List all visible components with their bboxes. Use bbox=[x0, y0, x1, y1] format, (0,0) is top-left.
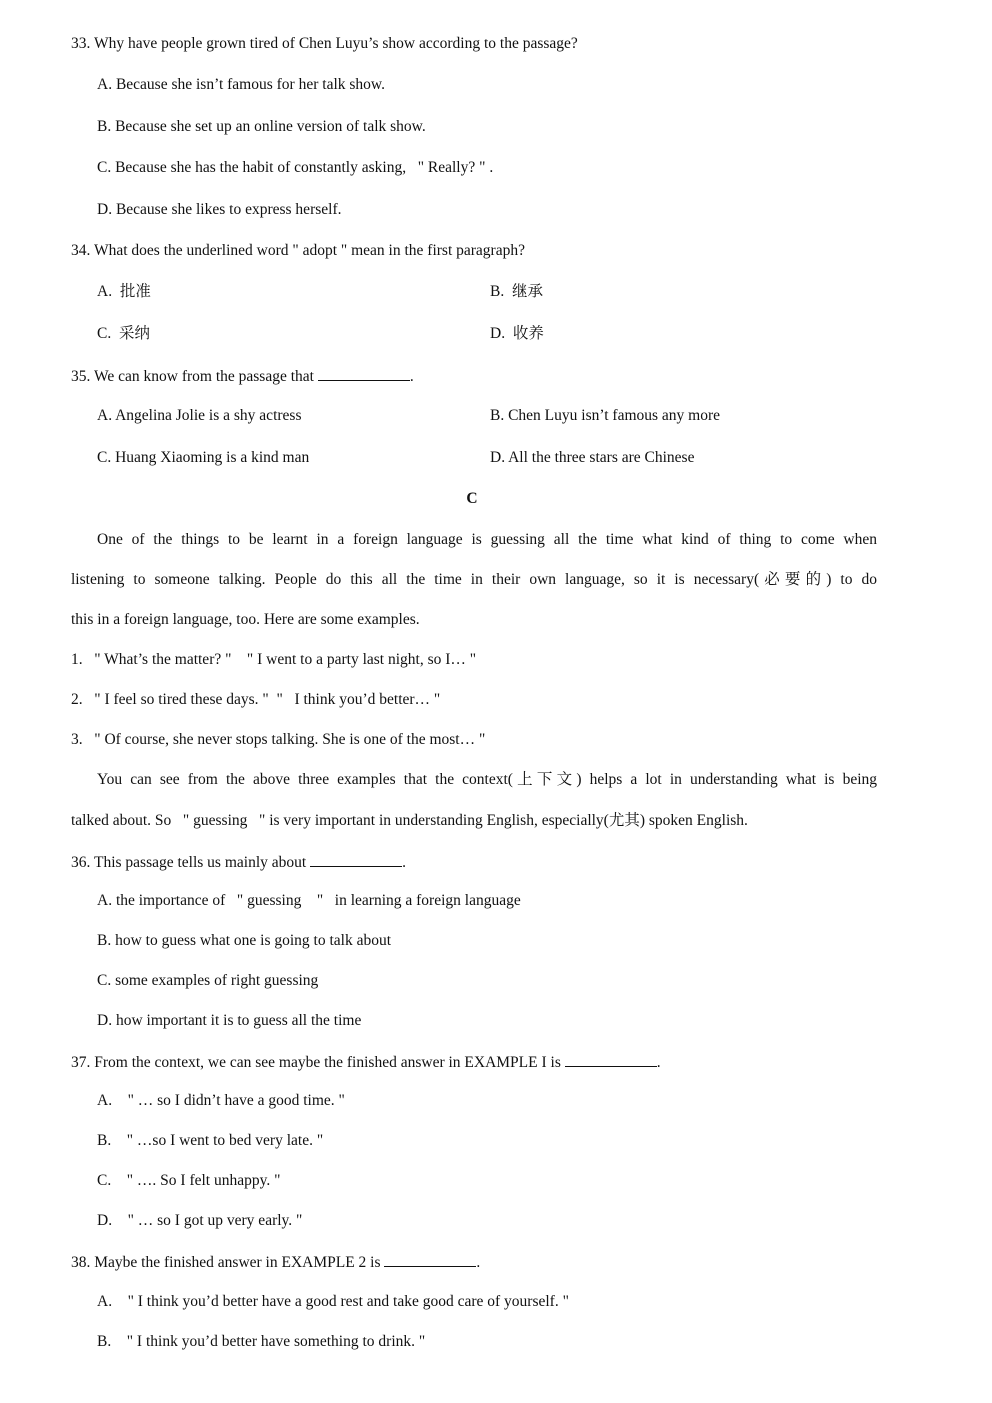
option-a: A. the importance of " guessing " in learning a foreign language bbox=[97, 892, 521, 909]
option-a: A. " I think you’d better have a good rest and take good care of yourself. " bbox=[97, 1293, 569, 1310]
paragraph-line: One of the things to be learnt in a foreign language is guessing all the time what kind of thing to come when bbox=[97, 531, 877, 548]
option-a: A. 批准 bbox=[97, 283, 151, 300]
option-d: D. 收养 bbox=[490, 325, 544, 342]
stem-text: 37. From the context, we can see maybe the finished answer in EXAMPLE I is bbox=[71, 1054, 565, 1071]
option-a: A. Angelina Jolie is a shy actress bbox=[97, 407, 302, 424]
paragraph-line: this in a foreign language, too. Here are some examples. bbox=[71, 611, 420, 628]
stem-end: . bbox=[409, 368, 414, 385]
option-d: D. All the three stars are Chinese bbox=[490, 449, 695, 466]
example-2: 2. " I feel so tired these days. " " I think you’d better… " bbox=[71, 691, 441, 708]
option-b: B. " …so I went to bed very late. " bbox=[97, 1132, 324, 1149]
option-b: B. Chen Luyu isn’t famous any more bbox=[490, 407, 721, 424]
paragraph-line: talked about. So " guessing " is very important in understanding English, especially(尤其) spoken English. bbox=[71, 812, 748, 829]
question-stem bbox=[71, 1052, 661, 1072]
option-d: D. Because she likes to express herself. bbox=[97, 201, 342, 218]
option-a: A. Because she isn’t famous for her talk show. bbox=[97, 76, 385, 93]
section-heading: C bbox=[466, 490, 478, 507]
option-c: C. " …. So I felt unhappy. " bbox=[97, 1172, 281, 1189]
example-1: 1. " What’s the matter? " " I went to a party last night, so I… " bbox=[71, 651, 477, 668]
stem-text: 36. This passage tells us mainly about bbox=[71, 854, 311, 871]
stem-end: . bbox=[402, 854, 406, 871]
question-stem bbox=[71, 366, 414, 386]
option-c: C. Huang Xiaoming is a kind man bbox=[97, 449, 310, 466]
question-stem: 34. What does the underlined word " adopt " mean in the first paragraph? bbox=[71, 242, 525, 259]
paragraph-line: listening to someone talking. People do this all the time in their own language, so it is necessary(必要的) to do bbox=[71, 571, 877, 588]
option-c: C. some examples of right guessing bbox=[97, 972, 319, 989]
option-d: D. how important it is to guess all the time bbox=[97, 1012, 362, 1029]
question-stem bbox=[71, 852, 406, 872]
answer-blank bbox=[310, 852, 402, 867]
option-b: B. Because she set up an online version of talk show. bbox=[97, 118, 426, 135]
example-3: 3. " Of course, she never stops talking. She is one of the most… " bbox=[71, 731, 486, 748]
option-d: D. " … so I got up very early. " bbox=[97, 1212, 303, 1229]
option-a: A. " … so I didn’t have a good time. " bbox=[97, 1092, 345, 1109]
answer-blank bbox=[384, 1252, 476, 1267]
option-c: C. 采纳 bbox=[97, 325, 150, 342]
stem-end: . bbox=[656, 1054, 661, 1071]
stem-text: 35. We can know from the passage that bbox=[71, 368, 318, 385]
option-b: B. how to guess what one is going to talk about bbox=[97, 932, 392, 949]
option-c: C. Because she has the habit of constantly asking, " Really? " . bbox=[97, 159, 494, 176]
answer-blank bbox=[318, 366, 410, 381]
option-b: B. " I think you’d better have something to drink. " bbox=[97, 1333, 426, 1350]
stem-text: 38. Maybe the finished answer in EXAMPLE 2 is bbox=[71, 1254, 385, 1271]
option-b: B. 继承 bbox=[490, 283, 543, 300]
paragraph-line: You can see from the above three examples that the context(上下文) helps a lot in understanding what is being bbox=[97, 771, 877, 788]
answer-blank bbox=[565, 1052, 657, 1067]
question-stem: 33. Why have people grown tired of Chen Luyu’s show according to the passage? bbox=[71, 35, 578, 52]
stem-end: . bbox=[476, 1254, 481, 1271]
question-stem bbox=[71, 1252, 480, 1272]
